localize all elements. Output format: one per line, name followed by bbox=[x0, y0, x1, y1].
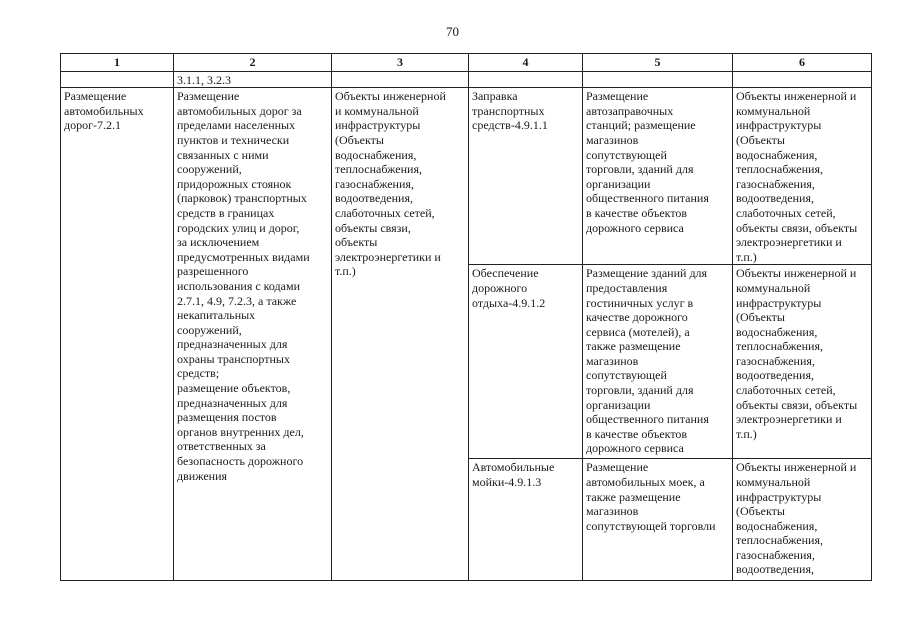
main-use-infrastructure: Объекты инженерной и коммунальной инфраструктуры (Объекты водоснабжения, теплоснабжения, газоснабжения, водоотведения, слаботочных сетей, объекты связи, объекты электроэнергетики и т.п.) bbox=[332, 88, 469, 581]
continuation-cell-3 bbox=[332, 71, 469, 88]
aux-use-name: Автомобильные мойки-4.9.1.3 bbox=[469, 459, 583, 581]
continuation-cell-2: 3.1.1, 3.2.3 bbox=[174, 71, 332, 88]
aux-use-infrastructure: Объекты инженерной и коммунальной инфраструктуры (Объекты водоснабжения, теплоснабжения, газоснабжения, водоотведения, слаботочных сетей, объекты связи, объекты электроэнергетики и т.п.) bbox=[733, 265, 872, 459]
continuation-cell-4 bbox=[469, 71, 583, 88]
aux-use-name: Обеспечение дорожного отдыха-4.9.1.2 bbox=[469, 265, 583, 459]
aux-use-description: Размещение автомобильных моек, а также размещение магазинов сопутствующей торговли bbox=[583, 459, 733, 581]
header-row bbox=[61, 54, 872, 72]
aux-use-description: Размещение зданий для предоставления гостиничных услуг в качестве дорожного сервиса (мотелей), а также размещение магазинов сопутствующей торговли, зданий для организации общественного питания в качестве объектов дорожного сервиса bbox=[583, 265, 733, 459]
land-use-table bbox=[60, 53, 872, 581]
continuation-cell-6 bbox=[733, 71, 872, 88]
page-number: 70 bbox=[446, 24, 459, 39]
aux-use-name: Заправка транспортных средств-4.9.1.1 bbox=[469, 88, 583, 265]
main-use-cell: Размещение автомобильных дорог-7.2.1 bbox=[61, 88, 174, 581]
main-use-description: Размещение автомобильных дорог за пределами населенных пунктов и технически связанных с ними сооружений, придорожных стоянок (парковок) транспортных средств в границах городских улиц и дорог, за исключением предусмотренных видами разрешенного использования с кодами 2.7.1, 4.9, 7.2.3, а также некапитальных сооружений, предназначенных для охраны транспортных средств; размещение объектов, предназначенных для размещения постов органов внутренних дел, ответственных за безопасность дорожного движения bbox=[174, 88, 332, 581]
column-header-1: 1 bbox=[61, 54, 174, 72]
column-header-5: 5 bbox=[583, 54, 733, 72]
aux-use-description: Размещение автозаправочных станций; размещение магазинов сопутствующей торговли, зданий для организации общественного питания в качестве объектов дорожного сервиса bbox=[583, 88, 733, 265]
table-row bbox=[61, 88, 872, 265]
continuation-row bbox=[61, 71, 872, 88]
column-header-4: 4 bbox=[469, 54, 583, 72]
continuation-cell-1 bbox=[61, 71, 174, 88]
aux-use-infrastructure: Объекты инженерной и коммунальной инфраструктуры (Объекты водоснабжения, теплоснабжения, газоснабжения, водоотведения, слаботочных сетей, объекты связи, объекты электроэнергетики и т.п.) bbox=[733, 88, 872, 265]
aux-use-infrastructure: Объекты инженерной и коммунальной инфраструктуры (Объекты водоснабжения, теплоснабжения, газоснабжения, водоотведения, bbox=[733, 459, 872, 581]
column-header-2: 2 bbox=[174, 54, 332, 72]
column-header-6: 6 bbox=[733, 54, 872, 72]
column-header-3: 3 bbox=[332, 54, 469, 72]
continuation-cell-5 bbox=[583, 71, 733, 88]
